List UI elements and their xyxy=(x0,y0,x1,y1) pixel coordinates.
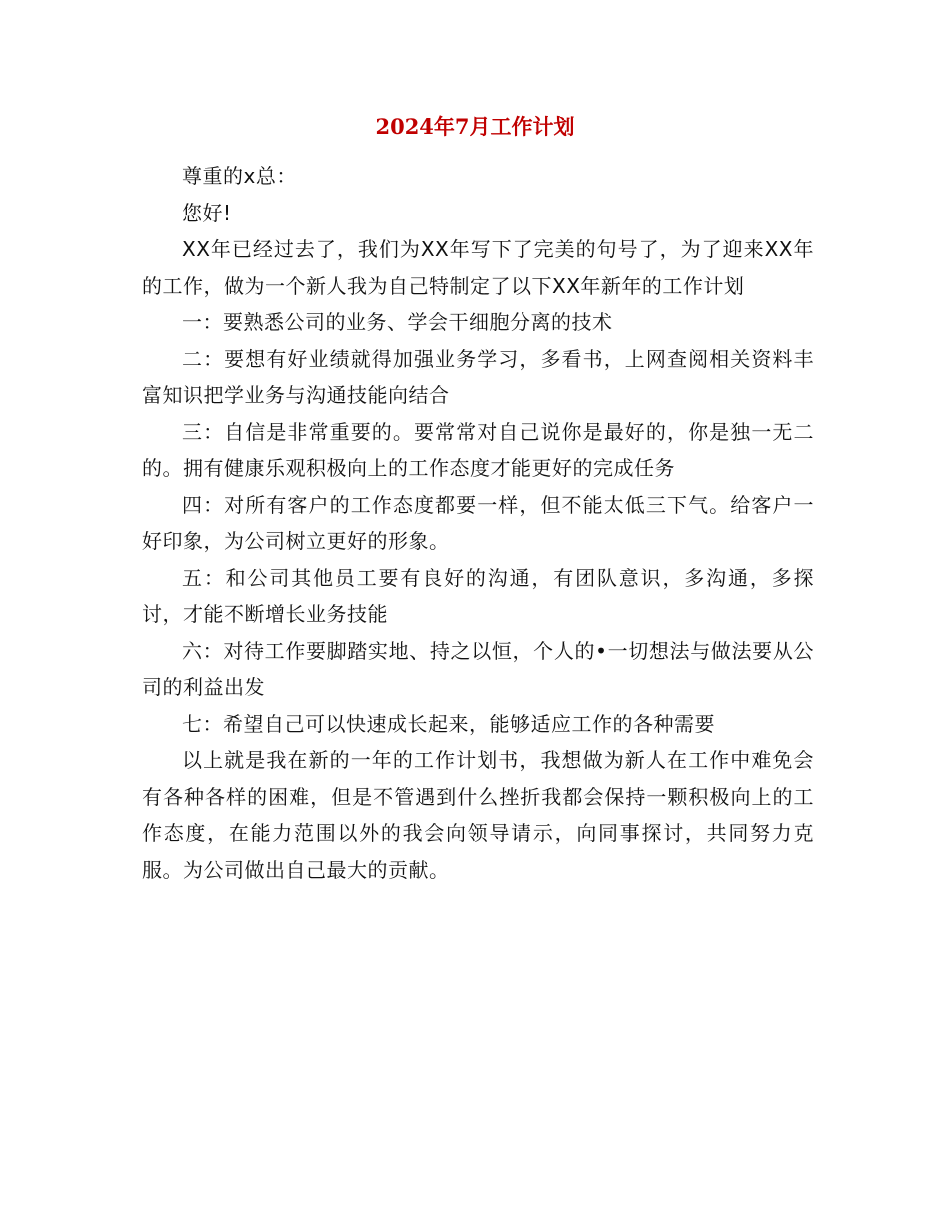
plan-item-1: 一：要熟悉公司的业务、学会干细胞分离的技术 xyxy=(182,310,613,334)
document-body xyxy=(142,158,814,888)
document-title: 2024年7月工作计划 xyxy=(375,114,575,139)
greeting: 您好! xyxy=(182,200,232,225)
plan-item-5: 五：和公司其他员工要有良好的沟通，有团队意识，多沟通，多探讨，才能不断增长业务技能 xyxy=(142,565,814,626)
intro-paragraph: XX年已经过去了，我们为XX年写下了完美的句号了，为了迎来XX年的工作，做为一个新人我为自己特制定了以下XX年新年的工作计划 xyxy=(142,237,814,298)
plan-item-6: 六：对待工作要脚踏实地、持之以恒，个人的•一切想法与做法要从公司的利益出发 xyxy=(142,638,814,699)
plan-item-2: 二：要想有好业绩就得加强业务学习，多看书，上网查阅相关资料丰富知识把学业务与沟通技能向结合 xyxy=(142,346,814,407)
salutation: 尊重的x总： xyxy=(182,164,297,188)
plan-item-7: 七：希望自己可以快速成长起来，能够适应工作的各种需要 xyxy=(182,711,715,736)
plan-item-3: 三：自信是非常重要的。要常常对自己说你是最好的，你是独一无二的。拥有健康乐观积极向上的工作态度才能更好的完成任务 xyxy=(142,419,814,480)
plan-item-4: 四：对所有客户的工作态度都要一样，但不能太低三下气。给客户一好印象，为公司树立更好的形象。 xyxy=(142,492,814,553)
closing-paragraph: 以上就是我在新的一年的工作计划书，我想做为新人在工作中难免会有各种各样的困难，但是不管遇到什么挫折我都会保持一颗积极向上的工作态度，在能力范围以外的我会向领导请示，向同事探讨，共同努力克服。为公司做出自己最大的贡献。 xyxy=(142,748,814,882)
